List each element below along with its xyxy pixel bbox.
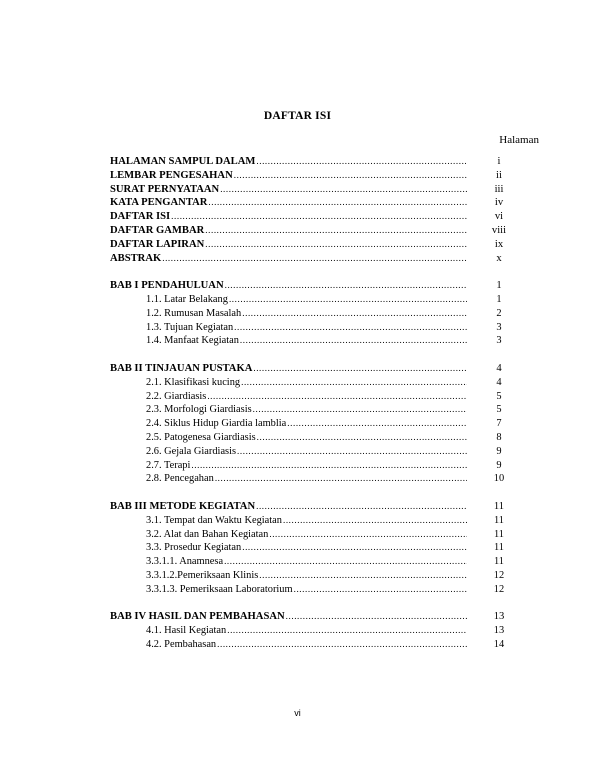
- toc-page-number: x: [496, 252, 502, 264]
- dot-leader: [286, 610, 467, 624]
- toc-chapter-row: [110, 500, 522, 514]
- toc-entry: [146, 459, 467, 473]
- page-number-footer: vi: [294, 708, 301, 718]
- toc-page-number: 11: [493, 556, 504, 568]
- toc-entry: [110, 362, 467, 376]
- toc-entry: [146, 431, 467, 445]
- toc-entry: [110, 238, 467, 252]
- toc-entry-label: DAFTAR ISI: [110, 211, 171, 223]
- dot-leader: [220, 183, 467, 197]
- toc-entry: [110, 169, 467, 183]
- dot-leader: [227, 624, 467, 638]
- toc-entry-label: HALAMAN SAMPUL DALAM: [110, 156, 256, 167]
- dot-leader: [241, 376, 467, 390]
- toc-page-number: 11: [493, 514, 504, 526]
- page-title: DAFTAR ISI: [263, 110, 332, 122]
- toc-section-row: [110, 321, 522, 335]
- toc-section-row: [110, 307, 522, 321]
- toc-page-number: 7: [496, 418, 502, 430]
- toc-page-number: 1: [496, 293, 502, 305]
- toc-chapter-row: [110, 610, 522, 624]
- toc-entry-label: 2.1. Klasifikasi kucing: [146, 376, 241, 388]
- toc-entry: [110, 224, 467, 238]
- toc-section-row: [110, 431, 522, 445]
- toc-entry-label: 2.8. Pencegahan: [146, 473, 214, 485]
- toc-entry: [146, 638, 467, 652]
- toc-page-number: ix: [494, 238, 504, 250]
- toc-entry: [146, 293, 467, 307]
- toc-page-number: 9: [496, 459, 502, 471]
- toc-entry: [110, 610, 467, 624]
- toc-section-row: [110, 459, 522, 473]
- toc-page-number: 3: [496, 321, 502, 333]
- toc-section-row: [110, 555, 522, 569]
- toc-entry-label: 1.4. Manfaat Kegiatan: [146, 335, 239, 347]
- dot-leader: [171, 210, 467, 224]
- toc-chapter-row: [110, 169, 522, 183]
- toc-section-row: [110, 541, 522, 555]
- toc-chapter-row: [110, 210, 522, 224]
- toc-page-number: 2: [496, 307, 502, 319]
- toc-entry-label: 4.2. Pembahasan: [146, 638, 217, 650]
- dot-leader: [240, 334, 467, 348]
- dot-leader: [253, 403, 467, 417]
- toc-section-row: [110, 472, 522, 486]
- dot-leader: [191, 459, 467, 473]
- toc-entry-label: 3.3. Prosedur Kegiatan: [146, 542, 242, 554]
- toc-section-row: [110, 293, 522, 307]
- dot-leader: [242, 307, 467, 321]
- toc-section-row: [110, 403, 522, 417]
- dot-leader: [215, 472, 467, 486]
- toc-entry-label: 3.3.1.2.Pemeriksaan Klinis: [146, 569, 259, 581]
- toc-entry-label: BAB I PENDAHULUAN: [110, 280, 224, 292]
- toc-page-number: vi: [494, 211, 504, 223]
- toc-entry: [146, 334, 467, 348]
- dot-leader: [237, 445, 467, 459]
- toc-page-number: 11: [493, 500, 505, 512]
- toc-chapter-row: [110, 224, 522, 238]
- toc-page-number: iii: [494, 183, 504, 195]
- toc-entry: [146, 403, 467, 417]
- toc-entry: [146, 541, 467, 555]
- table-of-contents: [110, 155, 522, 652]
- toc-page-number: 4: [496, 376, 502, 388]
- dot-leader: [224, 555, 467, 569]
- toc-entry: [146, 528, 467, 542]
- toc-entry-label: BAB II TINJAUAN PUSTAKA: [110, 362, 253, 374]
- toc-page-number: 5: [496, 390, 502, 402]
- dot-leader: [162, 252, 467, 266]
- toc-entry: [146, 417, 467, 431]
- toc-page-number: viii: [491, 224, 507, 236]
- toc-section-row: [110, 624, 522, 638]
- toc-section-row: [110, 514, 522, 528]
- dot-leader: [256, 500, 467, 514]
- toc-section-row: [110, 376, 522, 390]
- toc-entry: [146, 445, 467, 459]
- dot-leader: [217, 638, 467, 652]
- dot-leader: [229, 293, 467, 307]
- toc-entry: [146, 307, 467, 321]
- toc-entry: [110, 196, 467, 210]
- toc-section-row: [110, 528, 522, 542]
- toc-entry-label: LEMBAR PENGESAHAN: [110, 169, 233, 181]
- toc-chapter-row: [110, 183, 522, 197]
- dot-leader: [283, 514, 467, 528]
- toc-entry: [146, 583, 467, 597]
- toc-entry-label: 2.6. Gejala Giardiasis: [146, 445, 237, 457]
- toc-page-number: 13: [493, 611, 505, 623]
- toc-entry: [146, 472, 467, 486]
- toc-entry: [146, 376, 467, 390]
- toc-page-number: i: [497, 156, 501, 167]
- toc-page-number: 14: [493, 638, 505, 650]
- toc-chapter-row: [110, 362, 522, 376]
- toc-section-row: [110, 638, 522, 652]
- toc-chapter-row: [110, 252, 522, 266]
- toc-entry-label: 4.1. Hasil Kegiatan: [146, 625, 227, 637]
- toc-entry-label: 2.4. Siklus Hidup Giardia lamblia: [146, 418, 287, 430]
- toc-chapter-row: [110, 196, 522, 210]
- toc-entry-label: 3.3.1.1. Anamnesa: [146, 556, 224, 568]
- toc-page-number: 9: [496, 445, 502, 457]
- dot-leader: [205, 224, 467, 238]
- toc-entry-label: DAFTAR GAMBAR: [110, 224, 205, 236]
- dot-leader: [256, 155, 467, 169]
- toc-entry-label: 2.7. Terapi: [146, 459, 191, 471]
- toc-section-row: [110, 445, 522, 459]
- toc-entry-label: BAB IV HASIL DAN PEMBAHASAN: [110, 611, 285, 623]
- dot-leader: [259, 569, 467, 583]
- toc-page-number: 11: [493, 542, 504, 554]
- toc-section-row: [110, 334, 522, 348]
- toc-section-row: [110, 417, 522, 431]
- toc-entry-label: ABSTRAK: [110, 252, 162, 264]
- dot-leader: [207, 390, 467, 404]
- toc-entry: [146, 555, 467, 569]
- toc-entry: [110, 155, 467, 169]
- dot-leader: [205, 238, 467, 252]
- toc-chapter-row: [110, 155, 522, 169]
- toc-page-number: 12: [493, 583, 505, 595]
- toc-entry-label: 1.3. Tujuan Kegiatan: [146, 321, 234, 333]
- dot-leader: [242, 541, 467, 555]
- toc-entry: [146, 624, 467, 638]
- toc-entry: [110, 183, 467, 197]
- toc-page-number: 12: [493, 569, 505, 581]
- toc-entry-label: 3.3.1.3. Pemeriksaan Laboratorium: [146, 583, 293, 595]
- toc-entry-label: BAB III METODE KEGIATAN: [110, 500, 256, 512]
- toc-page-number: 13: [493, 625, 505, 637]
- toc-section-row: [110, 583, 522, 597]
- toc-entry: [110, 279, 467, 293]
- toc-page-number: ii: [496, 169, 502, 181]
- dot-leader: [287, 417, 467, 431]
- toc-page-number: 10: [493, 473, 505, 485]
- toc-entry-label: 2.3. Morfologi Giardiasis: [146, 404, 252, 416]
- toc-entry: [146, 569, 467, 583]
- toc-entry-label: KATA PENGANTAR: [110, 197, 208, 209]
- dot-leader: [234, 169, 467, 183]
- toc-entry-label: 3.2. Alat dan Bahan Kegiatan: [146, 528, 269, 540]
- dot-leader: [208, 196, 467, 210]
- toc-entry-label: 1.1. Latar Belakang: [146, 293, 228, 305]
- toc-chapter-row: [110, 238, 522, 252]
- dot-leader: [234, 321, 467, 335]
- dot-leader: [253, 362, 467, 376]
- toc-page-number: 11: [493, 528, 504, 540]
- toc-entry-label: DAFTAR LAPIRAN: [110, 238, 205, 250]
- toc-section-row: [110, 390, 522, 404]
- toc-entry-label: 2.2. Giardiasis: [146, 390, 207, 402]
- toc-chapter-row: [110, 279, 522, 293]
- toc-page-number: 5: [496, 404, 502, 416]
- dot-leader: [269, 528, 467, 542]
- toc-entry: [146, 321, 467, 335]
- toc-entry: [146, 390, 467, 404]
- toc-entry-label: 2.5. Patogenesa Giardiasis: [146, 431, 256, 443]
- toc-page-number: 4: [496, 362, 502, 374]
- toc-entry-label: SURAT PERNYATAAN: [110, 183, 220, 195]
- dot-leader: [225, 279, 467, 293]
- dot-leader: [294, 583, 467, 597]
- toc-entry: [146, 514, 467, 528]
- toc-entry-label: 1.2. Rumusan Masalah: [146, 307, 242, 319]
- toc-page-number: iv: [494, 197, 504, 209]
- dot-leader: [257, 431, 467, 445]
- toc-entry-label: 3.1. Tempat dan Waktu Kegiatan: [146, 514, 282, 526]
- toc-page-number: 1: [496, 280, 502, 292]
- page-column-label: Halaman: [499, 134, 539, 146]
- toc-page-number: 3: [496, 335, 502, 347]
- toc-entry: [110, 500, 467, 514]
- toc-section-row: [110, 569, 522, 583]
- toc-entry: [110, 210, 467, 224]
- toc-entry: [110, 252, 467, 266]
- toc-page-number: 8: [496, 431, 502, 443]
